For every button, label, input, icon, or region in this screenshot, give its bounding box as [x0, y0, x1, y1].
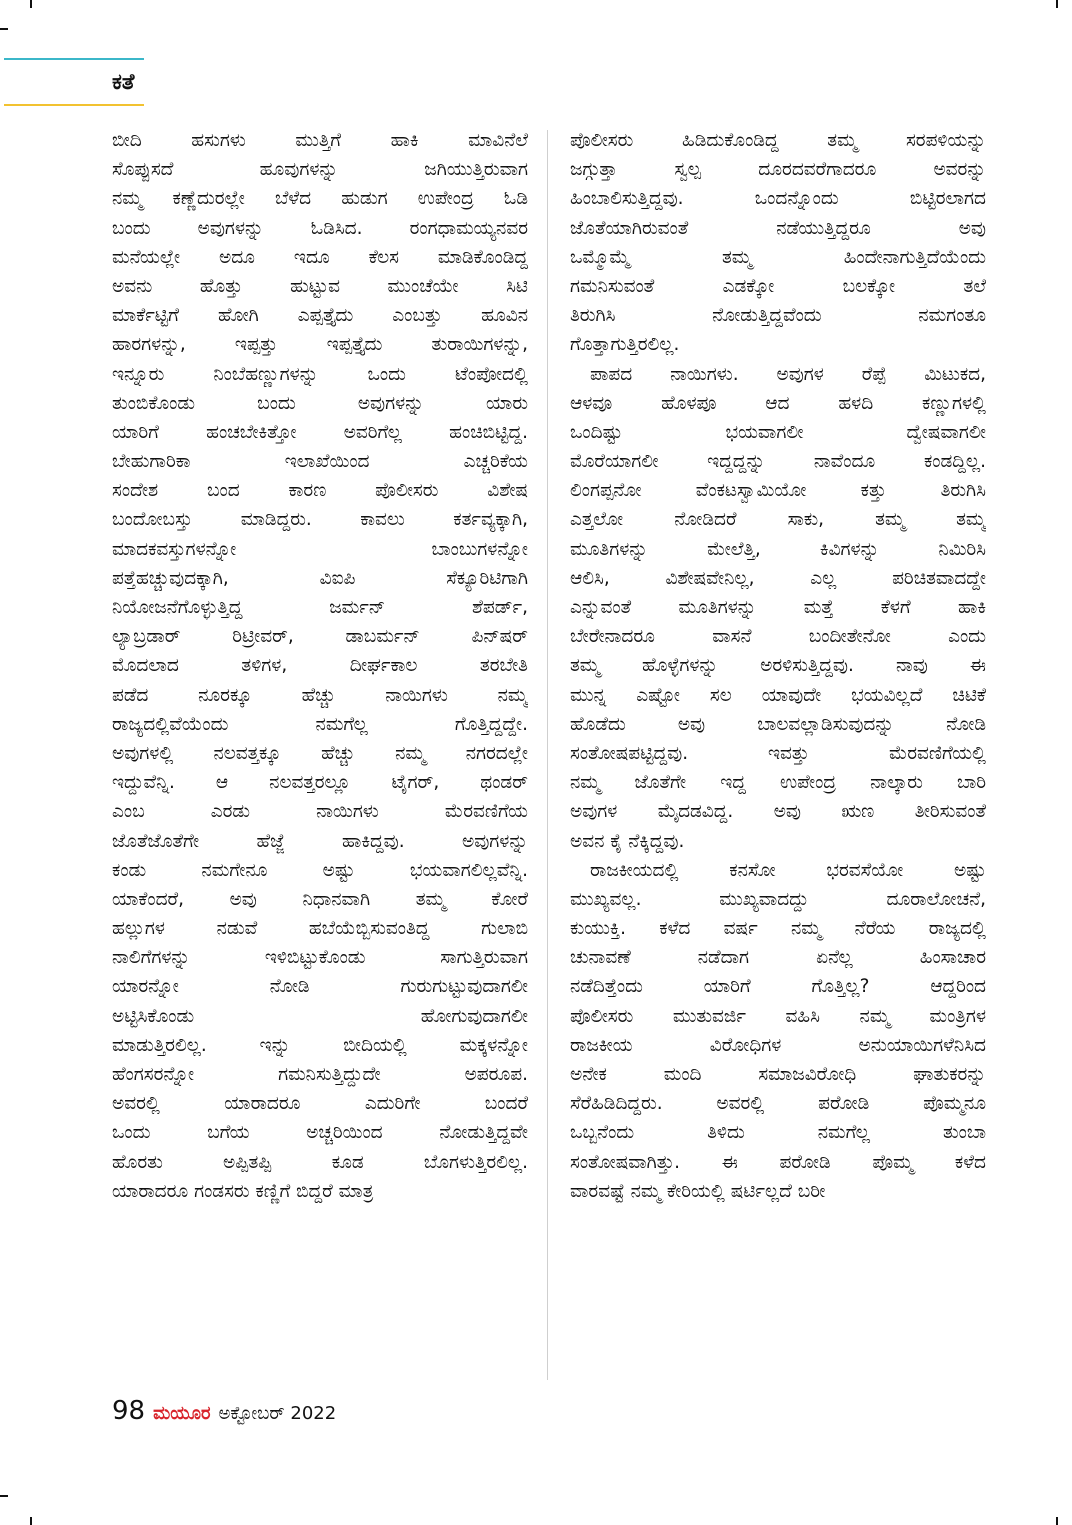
section-label: ಕತೆ	[112, 70, 135, 95]
text-line: ಅವುಗಳ ಮೈದಡವಿದ್ದ. ಅವು ಋಣ ತೀರಿಸುವಂತೆ	[570, 801, 986, 823]
text-column-left	[112, 126, 528, 1206]
text-line: ಆಲಿಸಿ, ವಿಶೇಷವೇನಿಲ್ಲ, ಎಲ್ಲ ಪರಿಚಿತವಾದದ್ದೇ	[570, 567, 986, 589]
text-line: ಲ್ಯಾಬ್ರಡಾರ್ ರಿಟ್ರೀವರ್, ಡಾಬರ್ಮನ್ ಪಿನ್‌ಷರ್	[112, 626, 528, 648]
text-line: ಬೇರೇನಾದರೂ ವಾಸನೆ ಬಂದೀತೇನೋ ಎಂದು	[570, 626, 986, 648]
text-line: ನಮ್ಮ ಕಣ್ಣೆದುರಲ್ಲೇ ಬೆಳೆದ ಹುಡುಗ ಉಪೇಂದ್ರ ಓಡಿ	[112, 188, 528, 210]
text-line: ಅವರಲ್ಲಿ ಯಾರಾದರೂ ಎದುರಿಗೇ ಬಂದರೆ	[112, 1093, 528, 1115]
text-line: ರಾಜಕೀಯ ವಿರೋಧಿಗಳ ಅನುಯಾಯಿಗಳೆನಿಸಿದ	[570, 1034, 986, 1056]
text-line: ಬಂದು ಅವುಗಳನ್ನು ಓಡಿಸಿದ. ರಂಗಧಾಮಯ್ಯನವರ	[112, 217, 528, 239]
text-line: ಯಾಕೆಂದರೆ, ಅವು ನಿಧಾನವಾಗಿ ತಮ್ಮ ಕೋರೆ	[112, 888, 528, 910]
text-line: ಮಾದಕವಸ್ತುಗಳನ್ನೋ ಬಾಂಬುಗಳನ್ನೋ	[112, 538, 528, 560]
page-number: 98	[112, 1396, 146, 1426]
text-line: ಜೊತೆಜೊತೆಗೇ ಹೆಜ್ಜೆ ಹಾಕಿದ್ದವು. ಅವುಗಳನ್ನು	[112, 830, 528, 852]
text-column-right	[570, 126, 986, 1206]
issue-date: ಅಕ್ಟೋಬರ್ 2022	[218, 1403, 337, 1424]
text-line: ಸಂದೇಶ ಬಂದ ಕಾರಣ ಪೊಲೀಸರು ವಿಶೇಷ	[112, 480, 528, 502]
text-line: ಎನ್ನುವಂತೆ ಮೂತಿಗಳನ್ನು ಮತ್ತೆ ಕೆಳಗೆ ಹಾಕಿ	[570, 597, 986, 618]
text-line: ಪೊಲೀಸರು ಹಿಡಿದುಕೊಂಡಿದ್ದ ತಮ್ಮ ಸರಪಳಿಯನ್ನು	[570, 130, 986, 151]
text-line: ಬೀದಿ ಹಸುಗಳು ಮುತ್ತಿಗೆ ಹಾಕಿ ಮಾವಿನೆಲೆ	[112, 130, 528, 151]
text-line: ಜಗ್ಗುತ್ತಾ ಸ್ವಲ್ಪ ದೂರದವರೆಗಾದರೂ ಅವರನ್ನು	[570, 159, 986, 181]
text-line: ಇದ್ದುವೆನ್ನಿ. ಆ ನಲವತ್ತರಲ್ಲೂ ಟೈಗರ್, ಥಂಡರ್	[112, 772, 528, 794]
text-line: ಪೊಲೀಸರು ಮುತುವರ್ಜಿ ವಹಿಸಿ ನಮ್ಮ ಮಂತ್ರಿಗಳ	[570, 1005, 986, 1027]
text-line: ಕಂಡು ನಮಗೇನೂ ಅಷ್ಟು ಭಯವಾಗಲಿಲ್ಲವೆನ್ನಿ.	[112, 859, 528, 881]
text-line: ಮನೆಯಲ್ಲೇ ಅದೂ ಇದೂ ಕೆಲಸ ಮಾಡಿಕೊಂಡಿದ್ದ	[112, 246, 528, 268]
text-line: ಸಂತೋಷವಾಗಿತ್ತು. ಈ ಪರೋಡಿ ಪೊಮ್ಮ ಕಳೆದ	[570, 1151, 986, 1173]
text-line: ಹಿಂಬಾಲಿಸುತ್ತಿದ್ದವು. ಒಂದನ್ನೊಂದು ಬಿಟ್ಟಿರಲಾಗದ	[570, 188, 986, 210]
text-line: ಬೇಹುಗಾರಿಕಾ ಇಲಾಖೆಯಿಂದ ಎಚ್ಚರಿಕೆಯ	[112, 451, 528, 473]
header-rule-bottom	[4, 104, 144, 106]
text-line: ಬಂದೋಬಸ್ತು ಮಾಡಿದ್ದರು. ಕಾವಲು ಕರ್ತವ್ಯಕ್ಕಾಗಿ,	[112, 509, 528, 531]
crop-mark	[0, 1495, 8, 1497]
text-line: ಮೂತಿಗಳನ್ನು ಮೇಲೆತ್ತಿ, ಕಿವಿಗಳನ್ನು ನಿಮಿರಿಸಿ	[570, 538, 986, 560]
crop-mark	[1056, 0, 1058, 8]
text-line: ಚುನಾವಣೆ ನಡೆದಾಗ ಏನೆಲ್ಲ ಹಿಂಸಾಚಾರ	[570, 947, 986, 969]
text-line: ಪಾಪದ ನಾಯಿಗಳು. ಅವುಗಳ ರೆಪ್ಪೆ ಮಿಟುಕದ,	[590, 363, 986, 385]
text-line: ಲಿಂಗಪ್ಪನೋ ವೆಂಕಟಸ್ವಾಮಿಯೋ ಕತ್ತು ತಿರುಗಿಸಿ	[570, 480, 986, 502]
text-line: ಮಾಡುತ್ತಿರಲಿಲ್ಲ. ಇನ್ನು ಬೀದಿಯಲ್ಲಿ ಮಕ್ಕಳನ್ನೋ	[112, 1034, 528, 1056]
text-line: ಅವನು ಹೊತ್ತು ಹುಟ್ಟುವ ಮುಂಚೆಯೇ ಸಿಟಿ	[112, 275, 528, 297]
text-line: ಹಾರಗಳನ್ನು, ಇಪ್ಪತ್ತು ಇಪ್ಪತ್ತೈದು ತುರಾಯಿಗಳನ್ನು,	[112, 334, 528, 356]
crop-mark	[1056, 1517, 1058, 1525]
text-line: ಯಾರಿಗೆ ಹಂಚಬೇಕಿತ್ತೋ ಅವರಿಗೆಲ್ಲ ಹಂಚಿಬಿಟ್ಟಿದ್ದ.	[112, 421, 528, 443]
text-line: ಒಬ್ಬನೆಂದು ತಿಳಿದು ನಮಗೆಲ್ಲ ತುಂಬಾ	[570, 1122, 986, 1144]
text-line: ಗಮನಿಸುವಂತೆ ಎಡಕ್ಕೋ ಬಲಕ್ಕೋ ತಲೆ	[570, 275, 986, 297]
text-line: ವಾರವಷ್ಟೆ ನಮ್ಮ ಕೇರಿಯಲ್ಲಿ ಷರ್ಟಿಲ್ಲದೆ ಬರೀ	[570, 1180, 826, 1202]
column-divider	[547, 130, 548, 1380]
text-line: ಎತ್ತಲೋ ನೋಡಿದರೆ ಸಾಕು, ತಮ್ಮ ತಮ್ಮ	[570, 509, 986, 531]
text-line: ಅವುಗಳಲ್ಲಿ ನಲವತ್ತಕ್ಕೂ ಹೆಚ್ಚು ನಮ್ಮ ನಗರದಲ್ಲೇ	[112, 742, 528, 764]
text-line: ಹಲ್ಲುಗಳ ನಡುವೆ ಹಬೆಯೆಬ್ಬಿಸುವಂತಿದ್ದ ಗುಲಾಬಿ	[112, 918, 528, 940]
text-line: ಇನ್ನೂರು ನಿಂಬೆಹಣ್ಣುಗಳನ್ನು ಒಂದು ಟೆಂಪೋದಲ್ಲಿ	[112, 363, 528, 385]
text-line: ಯಾರಾದರೂ ಗಂಡಸರು ಕಣ್ಣಿಗೆ ಬಿದ್ದರೆ ಮಾತ್ರ	[112, 1180, 374, 1202]
text-line: ಹೊಡೆದು ಅವು ಬಾಲವಲ್ಲಾಡಿಸುವುದನ್ನು ನೋಡಿ	[570, 713, 986, 735]
text-line: ಸಂತೋಷಪಟ್ಟಿದ್ದವು. ಇವತ್ತು ಮೆರವಣಿಗೆಯಲ್ಲಿ	[570, 742, 986, 764]
text-line: ಸೆರೆಹಿಡಿದಿದ್ದರು. ಅವರಲ್ಲಿ ಪರೋಡಿ ಪೊಮ್ಮನೂ	[570, 1093, 986, 1115]
text-line: ಅಟ್ಟಿಸಿಕೊಂಡು ಹೋಗುವುದಾಗಲೀ	[112, 1005, 528, 1027]
text-line: ನಿಯೋಜನೆಗೊಳ್ಳುತ್ತಿದ್ದ ಜರ್ಮನ್ ಶೆಪರ್ಡ್,	[112, 597, 528, 618]
text-line: ಯಾರನ್ನೋ ನೋಡಿ ಗುರುಗುಟ್ಟುವುದಾಗಲೀ	[112, 976, 528, 998]
text-line: ಅನೇಕ ಮಂದಿ ಸಮಾಜವಿರೋಧಿ ಘಾತುಕರನ್ನು	[570, 1064, 986, 1085]
text-line: ಮುಖ್ಯವಲ್ಲ. ಮುಖ್ಯವಾದದ್ದು ದೂರಾಲೋಚನೆ,	[570, 888, 986, 910]
text-line: ಮೊದಲಾದ ತಳಿಗಳ, ದೀರ್ಘಕಾಲ ತರಬೇತಿ	[112, 655, 528, 677]
text-line: ಪತ್ತೆಹಚ್ಚುವುದಕ್ಕಾಗಿ, ವಿಐಪಿ ಸೆಕ್ಯೂರಿಟಿಗಾಗಿ	[112, 567, 528, 589]
text-line: ತಮ್ಮ ಹೊಳ್ಳೆಗಳನ್ನು ಅರಳಿಸುತ್ತಿದ್ದವು. ನಾವು ಈ	[570, 655, 986, 677]
text-line: ಮುನ್ನ ಎಷ್ಟೋ ಸಲ ಯಾವುದೇ ಭಯವಿಲ್ಲದೆ ಚಿಟಿಕೆ	[570, 684, 986, 706]
text-line: ಒಂದಿಷ್ಟು ಭಯವಾಗಲೀ ದ್ವೇಷವಾಗಲೀ	[570, 421, 986, 443]
text-line: ಹೆಂಗಸರನ್ನೋ ಗಮನಿಸುತ್ತಿದ್ದುದೇ ಅಪರೂಪ.	[112, 1064, 528, 1085]
text-line: ಗೊತ್ತಾಗುತ್ತಿರಲಿಲ್ಲ.	[570, 334, 680, 356]
text-line: ಸೊಪ್ಪುಸದೆ ಹೂವುಗಳನ್ನು ಜಗಿಯುತ್ತಿರುವಾಗ	[112, 159, 528, 181]
text-line: ಎಂಬ ಎರಡು ನಾಯಿಗಳು ಮೆರವಣಿಗೆಯ	[112, 801, 528, 823]
text-line: ಪಡೆದ ನೂರಕ್ಕೂ ಹೆಚ್ಚು ನಾಯಿಗಳು ನಮ್ಮ	[112, 684, 528, 706]
text-line: ಜೊತೆಯಾಗಿರುವಂತೆ ನಡೆಯುತ್ತಿದ್ದರೂ ಅವು	[570, 217, 986, 239]
page-footer	[112, 1396, 336, 1430]
text-line: ರಾಜಕೀಯದಲ್ಲಿ ಕನಸೋ ಭರವಸೆಯೋ ಅಷ್ಟು	[590, 859, 986, 881]
text-line: ಮೊರೆಯಾಗಲೀ ಇದ್ದದ್ದನ್ನು ನಾವೆಂದೂ ಕಂಡದ್ದಿಲ್ಲ.	[570, 451, 986, 473]
text-line: ರಾಜ್ಯದಲ್ಲಿವೆಯೆಂದು ನಮಗೆಲ್ಲ ಗೊತ್ತಿದ್ದದ್ದೇ.	[112, 713, 528, 735]
text-line: ಅವನ ಕೈ ನೆಕ್ಕಿದ್ದವು.	[570, 830, 685, 852]
text-line: ಮಾರ್ಕೆಟ್ಟಿಗೆ ಹೋಗಿ ಎಪ್ಪತ್ತೈದು ಎಂಬತ್ತು ಹೂವಿನ	[112, 305, 528, 327]
crop-mark	[30, 1517, 32, 1525]
text-line: ನಾಲಿಗೆಗಳನ್ನು ಇಳಿಬಿಟ್ಟುಕೊಂಡು ಸಾಗುತ್ತಿರುವಾಗ	[112, 947, 528, 969]
header-rule-top	[4, 58, 144, 60]
magazine-name: ಮಯೂರ	[153, 1403, 211, 1424]
text-line: ಒಂದು ಬಗೆಯ ಅಚ್ಚರಿಯಿಂದ ನೋಡುತ್ತಿದ್ದವೇ	[112, 1122, 528, 1144]
text-line: ನಮ್ಮ ಜೊತೆಗೇ ಇದ್ದ ಉಪೇಂದ್ರ ನಾಲ್ಕಾರು ಬಾರಿ	[570, 772, 986, 794]
text-line: ತುಂಬಿಕೊಂಡು ಬಂದು ಅವುಗಳನ್ನು ಯಾರು	[112, 392, 528, 414]
text-line: ಹೊರತು ಅಪ್ಪಿತಪ್ಪಿ ಕೂಡ ಬೊಗಳುತ್ತಿರಲಿಲ್ಲ.	[112, 1151, 528, 1173]
text-line: ನಡೆದಿತ್ತೆಂದು ಯಾರಿಗೆ ಗೊತ್ತಿಲ್ಲ? ಆದ್ದರಿಂದ	[570, 976, 986, 998]
crop-mark	[0, 28, 8, 30]
crop-mark	[30, 0, 32, 8]
text-line: ಕುಯುಕ್ತಿ. ಕಳೆದ ವರ್ಷ ನಮ್ಮ ನೆರೆಯ ರಾಜ್ಯದಲ್ಲಿ	[570, 918, 986, 940]
text-line: ಒಮ್ಮೊಮ್ಮೆ ತಮ್ಮ ಹಿಂದೇನಾಗುತ್ತಿದೆಯೆಂದು	[570, 246, 986, 268]
text-line: ತಿರುಗಿಸಿ ನೋಡುತ್ತಿದ್ದವೆಂದು ನಮಗಂತೂ	[570, 305, 986, 327]
text-line: ಆಳವೂ ಹೊಳಪೂ ಆದ ಹಳದಿ ಕಣ್ಣುಗಳಲ್ಲಿ	[570, 392, 986, 414]
